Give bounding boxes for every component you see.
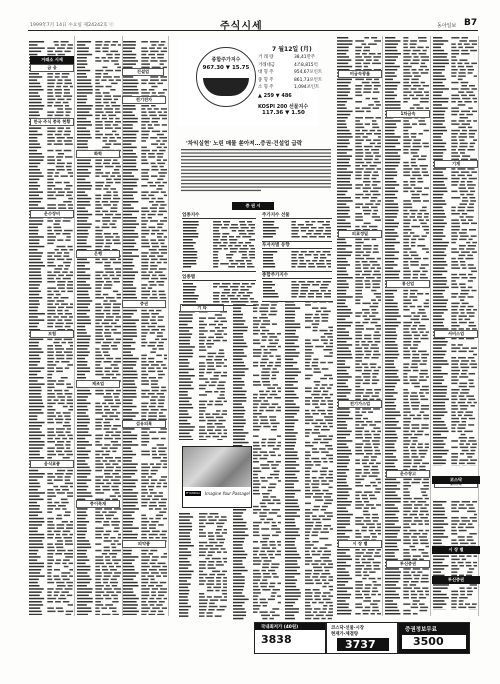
listing-col-2 xyxy=(76,40,122,615)
article-headline: '차익실현' 노린 매물 쏟아져…증권·건설업 급락 xyxy=(186,141,303,147)
section-header-dark: 투신증권 xyxy=(432,576,480,584)
ad3-number: 3500 xyxy=(413,635,444,648)
section-header: 증권 xyxy=(122,300,166,308)
index-row-value: 1,094포인트 xyxy=(294,85,320,90)
table1-title: 업종지수 xyxy=(182,213,200,218)
index-row-key: 거 래 량 xyxy=(258,55,274,60)
index-row-value: 38,41만주 xyxy=(294,55,316,60)
index-row-key: 거래대금 xyxy=(258,62,275,68)
section-header-dark: 코스닥 xyxy=(432,476,480,484)
listing-col-c3 xyxy=(284,300,334,620)
kospi-value: 117.36 ▼ 1.50 xyxy=(262,110,305,116)
index-row-value: 4조8,815억 xyxy=(294,62,318,68)
listing-col-c1 xyxy=(178,310,228,440)
table-rows xyxy=(182,220,256,269)
paper-name: 동아일보 xyxy=(437,23,457,29)
ad-photo-image xyxy=(183,447,251,487)
listing-col-6b xyxy=(432,500,478,610)
column-rule xyxy=(478,36,479,616)
section-header-dark: 시 장 별 xyxy=(432,546,480,554)
section-header: 음식료품 xyxy=(30,460,74,468)
index-row xyxy=(258,77,338,84)
center-band-label: 증 권 시 xyxy=(232,202,274,210)
bottom-ad-1 xyxy=(254,622,326,654)
article-body xyxy=(180,148,332,192)
section-header: 투신증권 xyxy=(386,560,430,568)
table-rows xyxy=(262,280,332,299)
section-header: 화학 xyxy=(76,150,120,158)
index-date: 7 월12일 (月) xyxy=(272,46,312,53)
section-header: 한국 주식 종목 현황 xyxy=(30,118,74,126)
index-row xyxy=(258,62,338,69)
index-row-value: 954,67포인트 xyxy=(294,70,323,75)
section-header: 의료정밀 xyxy=(338,230,382,238)
stamp-graphic xyxy=(203,78,249,96)
listing-col-1 xyxy=(28,40,74,615)
section-header: 시 장 별 xyxy=(338,540,382,548)
ad1-number: 3838 xyxy=(261,633,292,646)
table2-title: 주가지수 선물 xyxy=(262,213,290,218)
column-rule xyxy=(74,36,75,616)
column-subheader-2: 건설업 xyxy=(122,68,164,76)
index-row xyxy=(258,84,338,91)
table1-sub: 업종별 xyxy=(182,275,196,280)
stamp-title: 종합주가지수 xyxy=(211,57,241,63)
section-header: 종이목재 xyxy=(76,500,120,508)
section-header: 전기전자 xyxy=(122,96,166,104)
table-rows xyxy=(262,250,332,269)
kospi-label: KOSPI 200 선물지수 xyxy=(258,104,309,110)
bottom-ad-2 xyxy=(326,622,398,654)
page-number: B7 xyxy=(464,18,478,28)
listing-col-3 xyxy=(122,40,168,615)
issue-meta: 1999年7月 14日 수요일 제24242호 ⓒ xyxy=(30,23,114,28)
table4-title: 종합주가지수 xyxy=(262,273,289,278)
section-header: 비금속광물 xyxy=(338,70,382,78)
listing-col-5 xyxy=(384,36,430,616)
section-header: 의약품 xyxy=(122,540,166,548)
index-row xyxy=(258,69,338,76)
ad2-sub: 현재가·체결량 xyxy=(331,632,359,637)
ad3-title: 증권정보무료 xyxy=(405,627,437,633)
index-row-key: 대 형 주 xyxy=(258,70,274,75)
column-rule xyxy=(168,36,169,616)
ad-brand: HYUNDAI xyxy=(186,491,200,495)
ad1-title: 국내최저가 (40원) xyxy=(261,625,299,630)
section-header: 기 타 xyxy=(180,304,224,312)
section-header: 기계 xyxy=(434,160,478,168)
section-header: 제조업 xyxy=(76,380,120,388)
index-row xyxy=(258,54,338,61)
page-title: 주식시세 xyxy=(220,21,263,32)
table-rows xyxy=(262,220,332,239)
section-header: 보험 xyxy=(30,330,74,338)
section-header: 서비스업 xyxy=(434,330,478,338)
section-header: 통신업 xyxy=(386,280,430,288)
stamp-value: 967.30 ▼ 15.75 xyxy=(202,65,250,71)
column-subheader-1: 금 융 xyxy=(30,64,74,72)
listing-col-c4 xyxy=(178,512,228,618)
section-header: 은행 xyxy=(76,250,120,258)
index-row-key: 중 형 주 xyxy=(258,77,274,83)
photo-ad xyxy=(182,446,252,508)
bottom-ad-3 xyxy=(398,622,470,654)
updown-count: ▲ 259 ▼ 486 xyxy=(258,93,292,99)
section-header: 1차금속 xyxy=(386,110,430,118)
ad-caption: Imagine Your Passage! xyxy=(205,491,251,496)
table3-title: 투자자별 동향 xyxy=(262,243,290,248)
listing-col-6 xyxy=(432,36,478,466)
section-header: 운수창고 xyxy=(386,470,430,478)
section-header: 섬유의복 xyxy=(122,420,166,428)
listing-col-4 xyxy=(336,36,382,616)
column-rule xyxy=(430,36,431,616)
header-rule xyxy=(28,30,478,31)
ad2-number: 3737 xyxy=(345,638,376,651)
index-stamp xyxy=(196,47,256,107)
ad2-title: 코스닥·선물·시장 xyxy=(331,626,365,631)
index-row-value: 861,73포인트 xyxy=(294,77,323,83)
article-text-lines xyxy=(180,148,332,192)
column-header-1: 거래소 시세 xyxy=(30,56,74,64)
index-row-key: 소 형 주 xyxy=(258,85,274,90)
table-rows xyxy=(182,282,256,303)
section-header: 전기가스업 xyxy=(338,400,382,408)
section-header: 운수장비 xyxy=(30,210,74,218)
column-rule xyxy=(382,36,383,616)
